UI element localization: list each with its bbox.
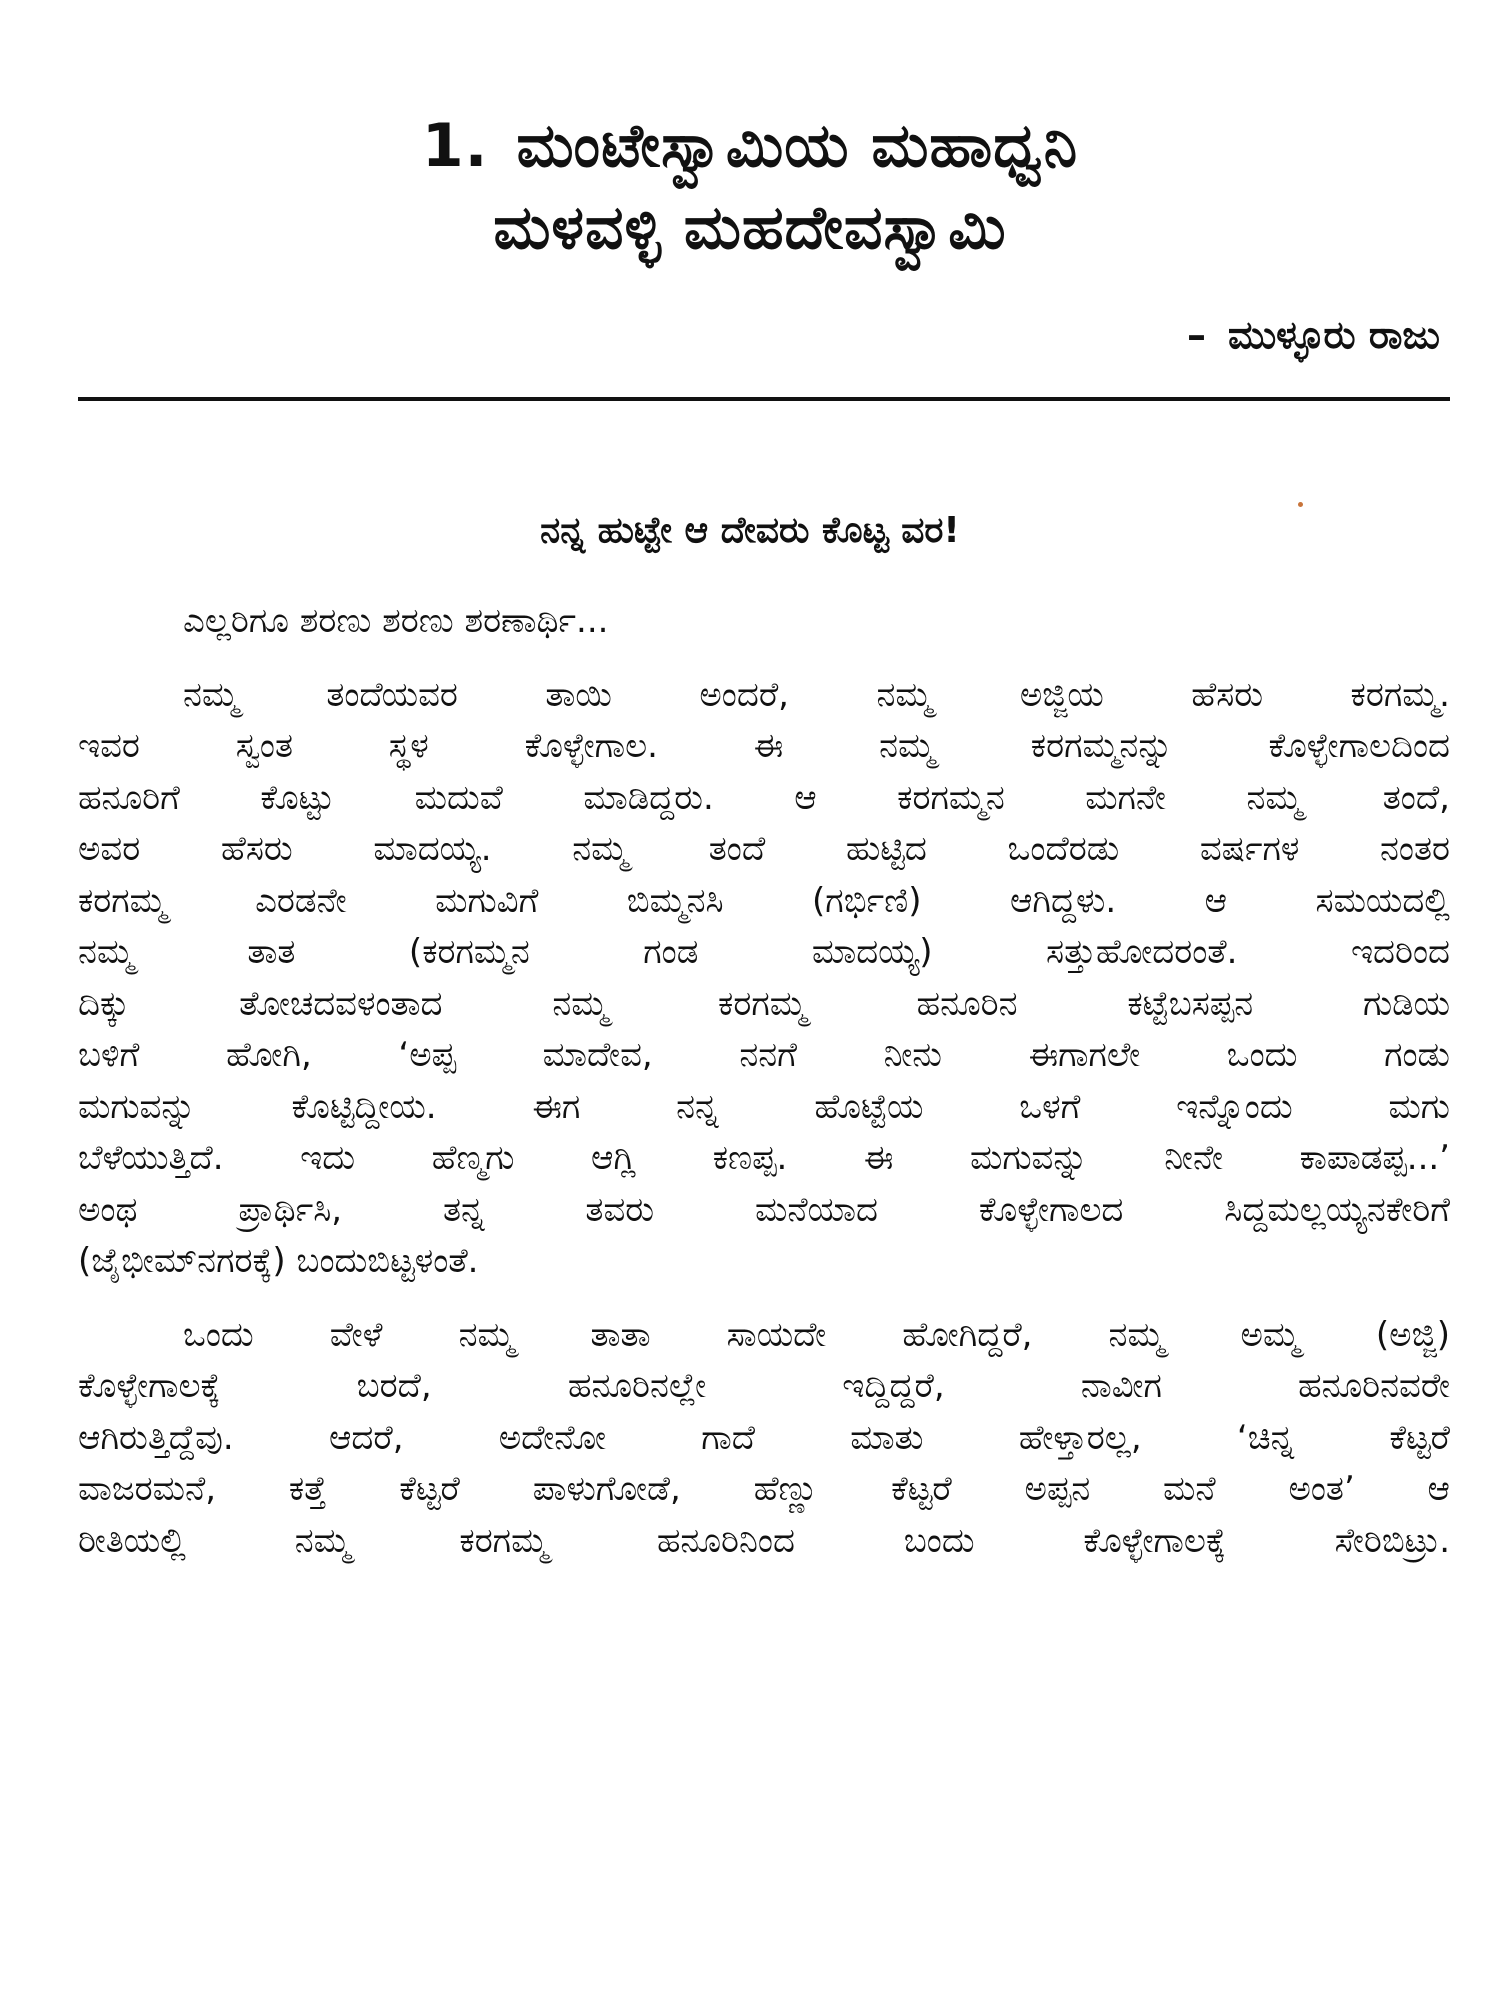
author-dash: –: [1186, 313, 1206, 357]
greeting-line: ಎಲ್ಲರಿಗೂ ಶರಣು ಶರಣು ಶರಣಾರ್ಥಿ...: [183, 601, 609, 641]
paragraph-line: ಬಳಿಗೆ ಹೋಗಿ, ‘ಅಪ್ಪ ಮಾದೇವ, ನನಗೆ ನೀನು ಈಗಾಗಲೇ ಒಂದು ಗಂಡು: [78, 1035, 1450, 1075]
paragraph-line: ಇವರ ಸ್ವಂತ ಸ್ಥಳ ಕೊಳ್ಳೇಗಾಲ. ಈ ನಮ್ಮ ಕರಗಮ್ಮನನ್ನು ಕೊಳ್ಳೇಗಾಲದಿಂದ: [78, 726, 1450, 766]
paragraph-1: [78, 670, 1450, 1288]
paragraph-line: ಆಗಿರುತ್ತಿದ್ದೆವು. ಆದರೆ, ಅದೇನೋ ಗಾದೆ ಮಾತು ಹೇಳ್ತಾರಲ್ಲ, ‘ಚಿನ್ನ ಕೆಟ್ಟರೆ: [78, 1417, 1450, 1458]
chapter-subtitle: ಮಳವಳ್ಳಿ ಮಹದೇವಸ್ವಾಮಿ: [493, 193, 1007, 263]
paragraph-line: ಅಂಥ ಪ್ರಾರ್ಥಿಸಿ, ತನ್ನ ತವರು ಮನೆಯಾದ ಕೊಳ್ಳೇಗಾಲದ ಸಿದ್ದಮಲ್ಲಯ್ಯನಕೇರಿಗೆ: [78, 1189, 1450, 1230]
chapter-title-line-1: [0, 105, 1500, 187]
paragraph-line: ಬೆಳೆಯುತ್ತಿದೆ. ಇದು ಹೆಣ್ಮಗು ಆಗ್ಲಿ ಕಣಪ್ಪ. ಈ ಮಗುವನ್ನು ನೀನೇ ಕಾಪಾಡಪ್ಪ...’: [78, 1138, 1450, 1178]
chapter-number: 1.: [421, 111, 489, 181]
paragraph-line: ರೀತಿಯಲ್ಲಿ ನಮ್ಮ ಕರಗಮ್ಮ ಹನೂರಿನಿಂದ ಬಂದು ಕೊಳ್ಳೇಗಾಲಕ್ಕೆ ಸೇರಿಬಿಟ್ರು.: [78, 1520, 1450, 1561]
horizontal-divider: [78, 397, 1450, 401]
paragraph-line: ಮಗುವನ್ನು ಕೊಟ್ಟಿದ್ದೀಯ. ಈಗ ನನ್ನ ಹೊಟ್ಟೆಯ ಒಳಗೆ ಇನ್ನೊಂದು ಮಗು: [78, 1086, 1450, 1127]
paragraph-line: ಕರಗಮ್ಮ ಎರಡನೇ ಮಗುವಿಗೆ ಬಿಮ್ಮನಸಿ (ಗರ್ಭಿಣಿ) ಆಗಿದ್ದಳು. ಆ ಸಮಯದಲ್ಲಿ: [78, 880, 1450, 921]
chapter-title-text: ಮಂಟೇಸ್ವಾಮಿಯ ಮಹಾಧ್ವನಿ: [516, 111, 1079, 181]
chapter-title: [0, 105, 1500, 269]
paragraph-line: ನಮ್ಮ ತಾತ (ಕರಗಮ್ಮನ ಗಂಡ ಮಾದಯ್ಯ) ಸತ್ತುಹೋದರಂತೆ. ಇದರಿಂದ: [78, 932, 1450, 972]
paragraph-line: ನಮ್ಮ ತಂದೆಯವರ ತಾಯಿ ಅಂದರೆ, ನಮ್ಮ ಅಜ್ಜಿಯ ಹೆಸರು ಕರಗಮ್ಮ.: [183, 674, 1450, 715]
body-text: [78, 596, 1450, 1567]
paragraph-line: ದಿಕ್ಕು ತೋಚದವಳಂತಾದ ನಮ್ಮ ಕರಗಮ್ಮ ಹನೂರಿನ ಕಟ್ಟೆಬಸಪ್ಪನ ಗುಡಿಯ: [78, 983, 1450, 1024]
author-name: ಮುಳ್ಳೂರು ರಾಜು: [1227, 313, 1440, 357]
paragraph-2: [78, 1310, 1450, 1568]
section-heading: ನನ್ನ ಹುಟ್ಟೇ ಆ ದೇವರು ಕೊಟ್ಟ ವರ!: [540, 510, 960, 551]
paragraph-line: ಕೊಳ್ಳೇಗಾಲಕ್ಕೆ ಬರದೆ, ಹನೂರಿನಲ್ಲೇ ಇದ್ದಿದ್ದರೆ, ನಾವೀಗ ಹನೂರಿನವರೇ: [78, 1366, 1450, 1406]
paragraph-line: ಅವರ ಹೆಸರು ಮಾದಯ್ಯ. ನಮ್ಮ ತಂದೆ ಹುಟ್ಟಿದ ಒಂದೆರಡು ವರ್ಷಗಳ ನಂತರ: [78, 829, 1450, 869]
paragraph-line: ವಾಜರಮನೆ, ಕತ್ತೆ ಕೆಟ್ಟರೆ ಪಾಳುಗೋಡೆ, ಹೆಣ್ಣು ಕೆಟ್ಟರೆ ಅಪ್ಪನ ಮನೆ ಅಂತ’ ಆ: [78, 1469, 1450, 1509]
paragraph-line: (ಜೈಭೀಮ್‌ನಗರಕ್ಕೆ) ಬಂದುಬಿಟ್ಟಳಂತೆ.: [78, 1241, 479, 1281]
paragraph-line: ಹನೂರಿಗೆ ಕೊಟ್ಟು ಮದುವೆ ಮಾಡಿದ್ದರು. ಆ ಕರಗಮ್ಮನ ಮಗನೇ ನಮ್ಮ ತಂದೆ,: [78, 777, 1450, 818]
author-byline: [1187, 310, 1440, 360]
paragraph-line: ಒಂದು ವೇಳೆ ನಮ್ಮ ತಾತಾ ಸಾಯದೇ ಹೋಗಿದ್ದರೆ, ನಮ್ಮ ಅಮ್ಮ (ಅಜ್ಜಿ): [183, 1314, 1450, 1355]
